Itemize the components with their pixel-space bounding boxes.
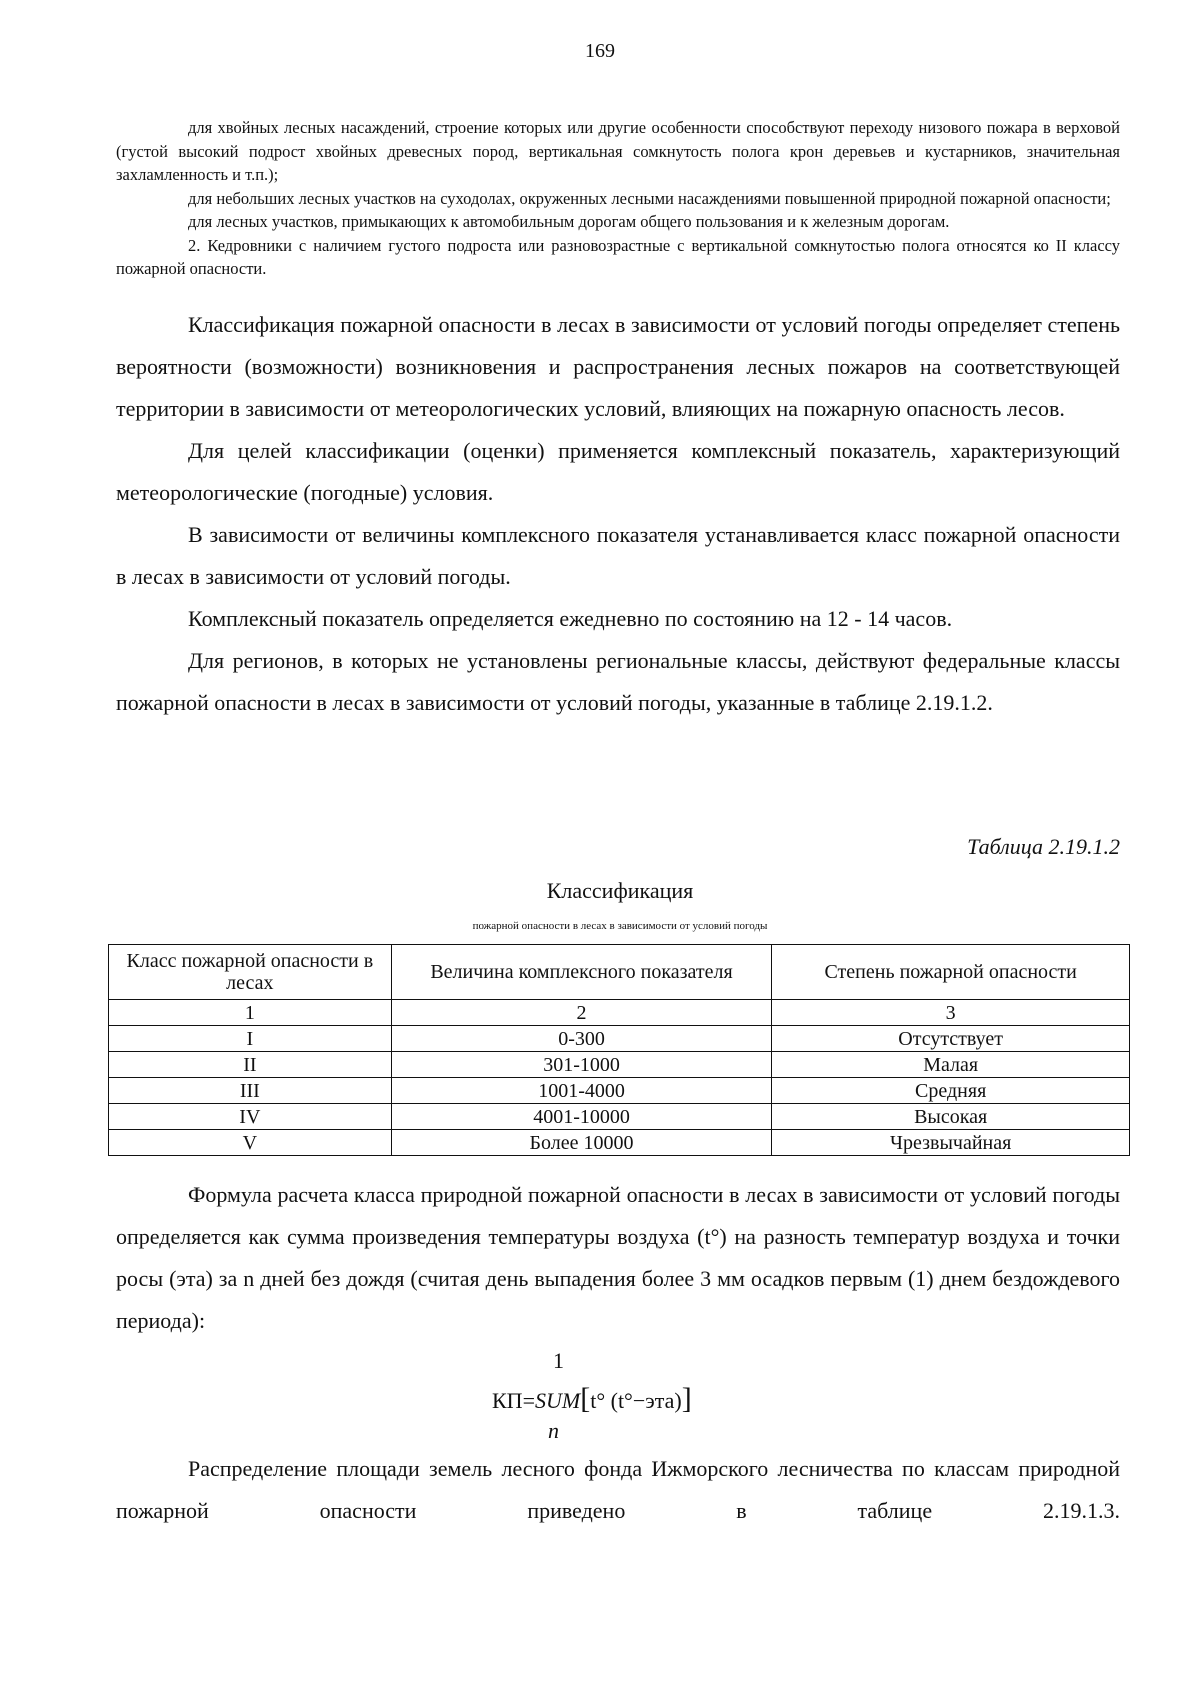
table-header-row	[109, 945, 1130, 1000]
table-row	[109, 1130, 1130, 1156]
header-cell: Величина комплексного показателя	[391, 945, 772, 1000]
table-cell: 0-300	[391, 1026, 772, 1052]
table-row	[109, 1052, 1130, 1078]
numbering-cell: 2	[391, 1000, 772, 1026]
note-paragraph: для хвойных лесных насаждений, строение которых или другие особенности способствуют переходу низового пожара в верховой (густой высокий подрост хвойных древесных пород, вертикальная сомкнутость полога крон деревьев и кустарников, значительная захламленность и т.п.);	[116, 118, 1120, 184]
table-cell: Средняя	[772, 1078, 1130, 1104]
body-paragraph: Для регионов, в которых не установлены региональные классы, действуют федеральные классы пожарной опасности в лесах в зависимости от условий погоды, указанные в таблице 2.19.1.2.	[116, 648, 1120, 715]
main-text-block	[116, 304, 1120, 724]
table-label: Таблица 2.19.1.2	[967, 834, 1120, 859]
body-paragraph: В зависимости от величины комплексного показателя устанавливается класс пожарной опасности в лесах в зависимости от условий погоды.	[116, 522, 1120, 589]
note-paragraph: для небольших лесных участков на суходолах, окруженных лесными насаждениями повышенной природной пожарной опасности;	[188, 188, 1111, 208]
table-row	[109, 1078, 1130, 1104]
table-cell: I	[109, 1026, 392, 1052]
page-number: 169	[585, 40, 615, 62]
table-cell: IV	[109, 1104, 392, 1130]
table-cell: 301-1000	[391, 1052, 772, 1078]
table-cell: II	[109, 1052, 392, 1078]
table-row	[109, 1104, 1130, 1130]
body-paragraph: Комплексный показатель определяется ежедневно по состоянию на 12 - 14 часов.	[188, 606, 953, 631]
table-cell: Отсутствует	[772, 1026, 1130, 1052]
note-paragraph: 2. Кедровники с наличием густого подроста или разновозрастные с вертикальной сомкнутостью полога относятся ко II классу пожарной опасности.	[116, 235, 1120, 278]
formula-lhs: КП	[492, 1388, 523, 1413]
formula-lower-limit: n	[548, 1418, 559, 1443]
note-paragraph: для лесных участков, примыкающих к автомобильным дорогам общего пользования и к железным дорогам.	[188, 212, 950, 231]
table-row	[109, 1026, 1130, 1052]
notes-block	[116, 116, 1120, 281]
formula-intro-paragraph: Формула расчета класса природной пожарной опасности в лесах в зависимости от условий погоды определяется как сумма произведения температуры воздуха (t°) на разность температур воздуха и точки росы (эта) за n дней без дождя (считая день выпадения более 3 мм осадков первым (1) днем бездождевого периода):	[116, 1182, 1120, 1333]
table-cell: Высокая	[772, 1104, 1130, 1130]
formula-body: t° (t°−эта)	[590, 1388, 682, 1413]
body-paragraph: Для целей классификации (оценки) применяется комплексный показатель, характеризующий метеорологические (погодные) условия.	[116, 438, 1120, 505]
table-cell: Малая	[772, 1052, 1130, 1078]
header-cell: Степень пожарной опасности	[772, 945, 1130, 1000]
table-subtitle: пожарной опасности в лесах в зависимости от условий погоды	[472, 920, 768, 932]
table-cell: III	[109, 1078, 392, 1104]
table-numbering-row	[109, 1000, 1130, 1026]
closing-paragraph: Распределение площади земель лесного фонда Ижморского лесничества по классам природной пожарной опасности приведено в таблице 2.19.1.3.	[116, 1456, 1120, 1523]
formula-sum: SUM	[534, 1388, 581, 1413]
table-cell: V	[109, 1130, 392, 1156]
closing-block	[116, 1448, 1120, 1532]
header-cell: Класс пожарной опасности в лесах	[109, 945, 392, 1000]
formula-intro-block	[116, 1174, 1120, 1342]
table-cell: Более 10000	[391, 1130, 772, 1156]
table-cell: Чрезвычайная	[772, 1130, 1130, 1156]
formula-expression	[492, 1382, 692, 1416]
left-bracket-icon: [	[580, 1382, 591, 1415]
formula-equals: =	[522, 1388, 535, 1413]
table-title: Классификация	[546, 878, 694, 903]
numbering-cell: 3	[772, 1000, 1130, 1026]
numbering-cell: 1	[109, 1000, 392, 1026]
formula-upper-limit: 1	[553, 1348, 564, 1373]
body-paragraph: Классификация пожарной опасности в лесах в зависимости от условий погоды определяет степень вероятности (возможности) возникновения и распространения лесных пожаров на соответствующей территории в зависимости от метеорологических условий, влияющих на пожарную опасность лесов.	[116, 312, 1120, 421]
right-bracket-icon: ]	[681, 1382, 692, 1415]
table-cell: 4001-10000	[391, 1104, 772, 1130]
fire-danger-table	[108, 944, 1130, 1156]
table-cell: 1001-4000	[391, 1078, 772, 1104]
